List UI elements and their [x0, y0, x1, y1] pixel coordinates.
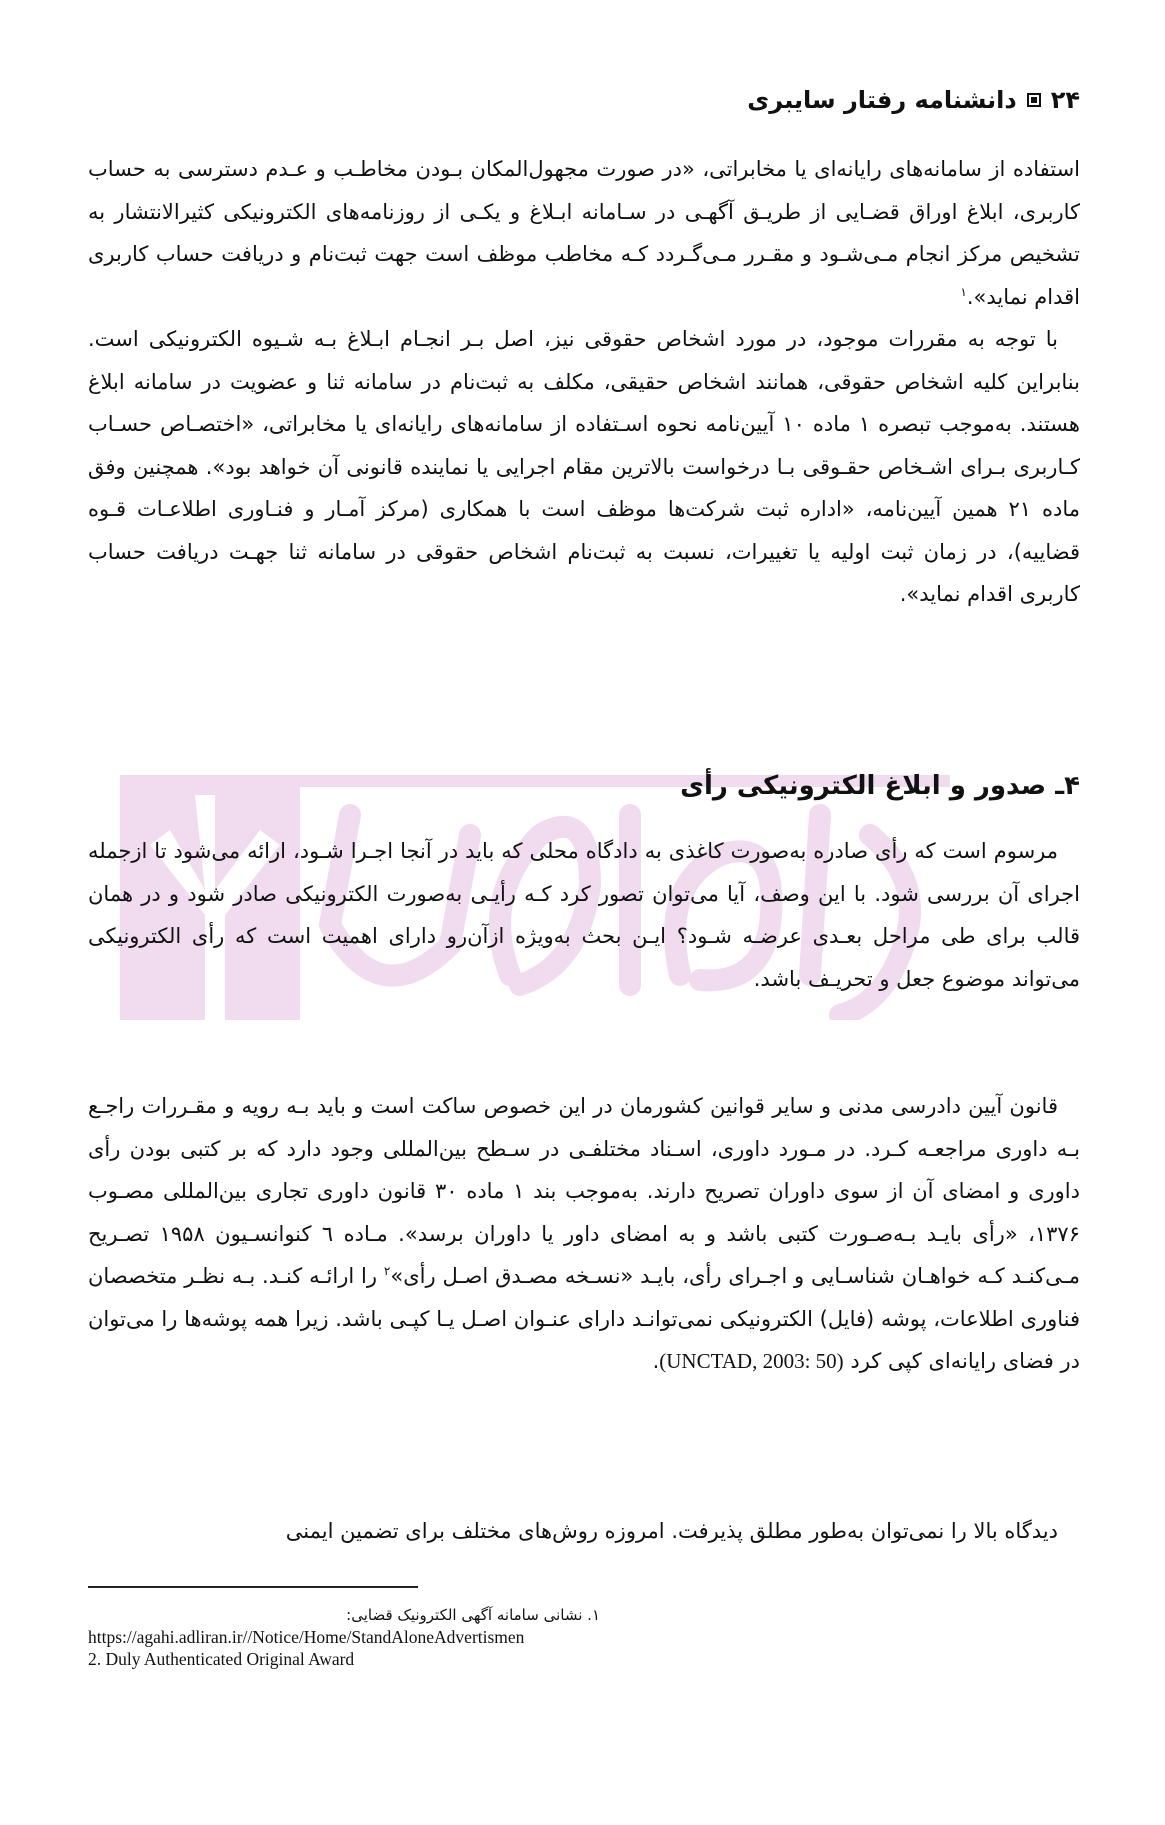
- footnote-2: 2. Duly Authenticated Original Award: [88, 1649, 355, 1669]
- square-bullet-icon: [1027, 93, 1041, 107]
- paragraph-4-end: .: [652, 1349, 660, 1373]
- page-number: ۲۴: [1050, 86, 1080, 114]
- running-header: [747, 82, 1080, 118]
- footnote-1-label: ۱. نشانی سامانه آگهی الکترونیک قضایی:: [346, 1606, 600, 1624]
- footnotes: [88, 1604, 1080, 1670]
- footnote-ref-1[interactable]: ۱: [960, 284, 967, 299]
- footnote-separator: [88, 1586, 418, 1588]
- paragraph-2-text: با توجه به مقررات موجود، در مورد اشخاص حقوقی نیز، اصل بـر انجـام ابـلاغ بـه شـیوه الکترونیکی است. بنابراین کلیه اشخاص حقوقی، همانند اشخاص حقیقی، مکلف به ثبت‌نام در سامانه ثنا و عضویت در سامانه ابلاغ هستند. به‌موجب تبصره ۱ ماده ۱۰ آیین‌نامه نحوه اسـتفاده از سامانه‌های رایانه‌ای یا مخابراتی، «اختصـاص حسـاب کـاربری بـرای اشـخاص حقـوقی بـا درخواست بالاترین مقام اجرایی یا نماینده قانونی آن خواهد بود». همچنین وفق ماده ۲۱ همین آیین‌نامه، «اداره ثبت شرکت‌ها موظف است با همکاری (مرکز آمـار و فنـاوری اطلاعـات قـوه قضاییه)، در زمان ثبت اولیه یا تغییرات، نسبت به ثبت‌نام اشخاص حقوقی در سامانه ثنا جهـت دریافت حساب کاربری اقدام نماید».: [88, 327, 1081, 606]
- paragraph-4: [88, 1085, 1080, 1383]
- paragraph-3-text: مرسوم است که رأی صادره به‌صورت کاغذی به دادگاه محلی که باید در آنجا اجـرا شـود، ارائه می‌شود تا ازجمله اجرای آن بررسی شود. با این وصف، آیا می‌توان تصور کرد کـه رأیـی به‌صورت الکترونیکی صادر شود و در همان قالب برای طی مراحل بعـدی عرضـه شـود؟ ایـن بحث به‌ویژه ازآن‌رو دارای اهمیت است که رأی الکترونیکی می‌تواند موضوع جعل و تحریـف باشد.: [88, 839, 1080, 991]
- footnote-1-url[interactable]: https://agahi.adliran.ir//Notice/Home/StandAloneAdvertismen: [88, 1627, 525, 1647]
- paragraph-1: [88, 148, 1080, 318]
- paragraph-5-text: دیدگاه بالا را نمی‌توان به‌طور مطلق پذیرفت. امروزه روش‌های مختلف برای تضمین ایمنی: [285, 1519, 1058, 1543]
- paragraph-1-text: استفاده از سامانه‌های رایانه‌ای یا مخابراتی، «در صورت مجهول‌المکان بـودن مخاطـب و عـدم دسترسی به حساب کاربری، ابلاغ اوراق قضـایی از طریـق آگهـی در سـامانه ابـلاغ و یکـی از روزنامه‌های الکترونیکی کثیرالانتشار به تشخیص مرکز انجام مـی‌شـود و مقـرر مـی‌گـردد کـه مخاطب موظف است جهت ثبت‌نام و دریافت حساب کاربری اقدام نماید».: [88, 157, 1080, 309]
- paragraph-2: [88, 318, 1080, 616]
- book-title: دانشنامه رفتار سایبری: [747, 86, 1017, 114]
- paragraph-3: [88, 830, 1080, 1000]
- paragraph-4-text-a: قانون آیین دادرسی مدنی و سایر قوانین کشورمان در این خصوص ساکت است و باید بـه رویه و مقـررات راجـع بـه داوری مراجعـه کـرد. در مـورد داوری، اسـناد مختلفـی در سـطح بین‌المللی وجود دارد که بر کتبی بودن رأی داوری و امضای آن از سوی داوران تصریح دارند. به‌موجب بند ۱ ماده ۳۰ قانون داوری تجاری بین‌المللی مصـوب ۱۳۷۶، «رأی بایـد بـه‌صـورت کتبی باشد و به امضای داور یا داوران برسد». مـاده ٦ کنوانسـیون ۱۹۵۸ تصـریح مـی‌کنـد کـه خواهـان شناسـایی و اجـرای رأی، بایـد «نسـخه مصـدق اصـل رأی»: [88, 1094, 1081, 1288]
- paragraph-4-text-b: را ارائـه کنـد. بـه نظـر متخصصان فناوری اطلاعات، پوشه (فایل) الکترونیکی نمی‌توانـد دارای عنـوان اصـل یـا کپـی باشد. زیرا همه پوشه‌ها را می‌توان در فضای رایانه‌ای کپی کرد: [88, 1264, 1080, 1373]
- footnote-ref-2[interactable]: ۲: [383, 1264, 391, 1278]
- section-heading: ۴ـ صدور و ابلاغ الکترونیکی رأی: [680, 771, 1080, 801]
- paragraph-5: [88, 1510, 1080, 1553]
- citation: (UNCTAD, 2003: 50): [659, 1349, 844, 1373]
